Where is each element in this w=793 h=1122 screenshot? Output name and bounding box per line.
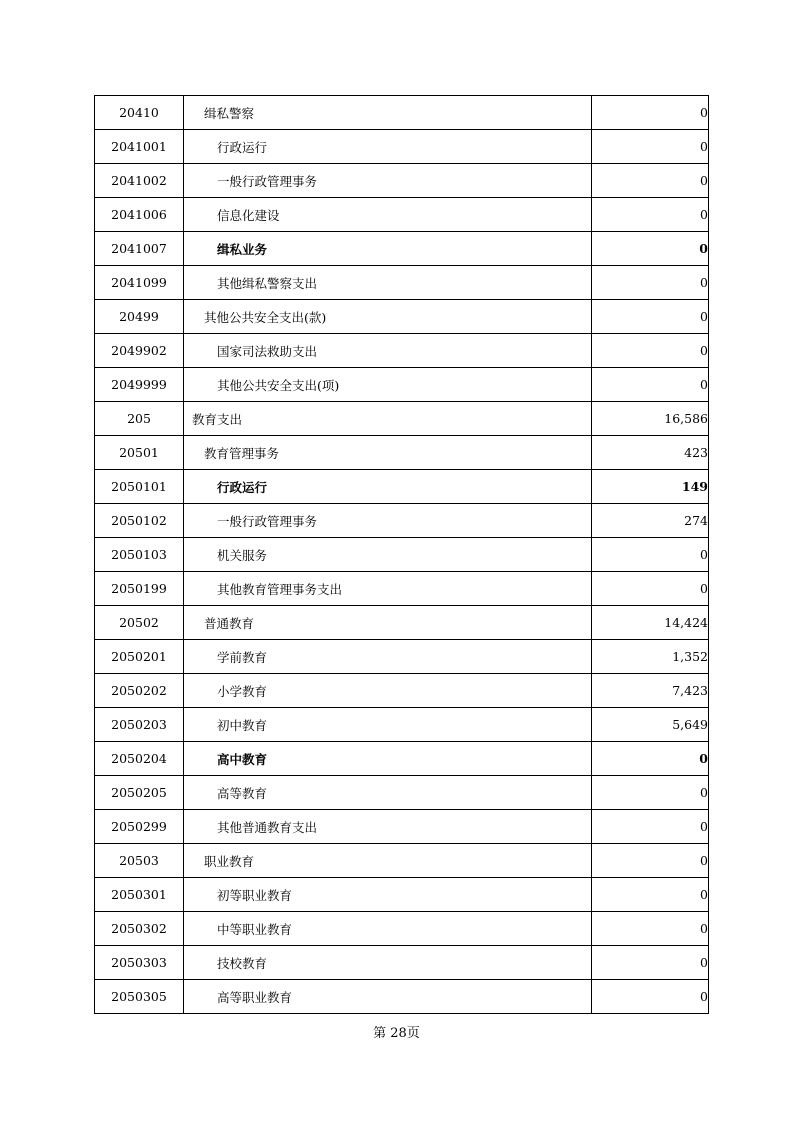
table-row [95,232,709,266]
subject-name-cell: 高等职业教育 [184,980,592,1014]
subject-name-cell: 机关服务 [184,538,592,572]
amount-cell: 149 [592,470,709,504]
amount-cell: 0 [592,844,709,878]
table-row [95,334,709,368]
table-row [95,708,709,742]
subject-code-cell: 2050202 [95,674,184,708]
table-row [95,368,709,402]
amount-cell: 0 [592,742,709,776]
table-row [95,980,709,1014]
subject-code-cell: 2041006 [95,198,184,232]
amount-cell: 274 [592,504,709,538]
amount-cell: 0 [592,266,709,300]
subject-code-cell: 2050102 [95,504,184,538]
budget-table [94,95,709,1014]
amount-cell: 0 [592,96,709,130]
subject-code-cell: 2041099 [95,266,184,300]
subject-code-cell: 2050303 [95,946,184,980]
table-row [95,198,709,232]
amount-cell: 0 [592,946,709,980]
subject-name-cell: 一般行政管理事务 [184,164,592,198]
subject-name-cell: 普通教育 [184,606,592,640]
table-row [95,844,709,878]
table-row [95,640,709,674]
subject-name-cell: 其他教育管理事务支出 [184,572,592,606]
subject-code-cell: 205 [95,402,184,436]
table-row [95,810,709,844]
table-row [95,504,709,538]
amount-cell: 0 [592,878,709,912]
subject-code-cell: 2050199 [95,572,184,606]
amount-cell: 0 [592,232,709,266]
budget-table-container [94,95,708,1014]
subject-code-cell: 20502 [95,606,184,640]
subject-code-cell: 2050103 [95,538,184,572]
table-row [95,402,709,436]
amount-cell: 1,352 [592,640,709,674]
table-row [95,776,709,810]
amount-cell: 0 [592,776,709,810]
amount-cell: 0 [592,130,709,164]
table-row [95,164,709,198]
amount-cell: 16,586 [592,402,709,436]
subject-code-cell: 2041007 [95,232,184,266]
subject-name-cell: 教育支出 [184,402,592,436]
table-row [95,912,709,946]
amount-cell: 0 [592,334,709,368]
subject-name-cell: 行政运行 [184,470,592,504]
table-row [95,96,709,130]
subject-name-cell: 一般行政管理事务 [184,504,592,538]
table-row [95,470,709,504]
table-row [95,538,709,572]
subject-code-cell: 2050302 [95,912,184,946]
subject-code-cell: 2041001 [95,130,184,164]
table-row [95,130,709,164]
subject-code-cell: 2050101 [95,470,184,504]
amount-cell: 0 [592,198,709,232]
table-row [95,572,709,606]
subject-name-cell: 初等职业教育 [184,878,592,912]
subject-code-cell: 2049999 [95,368,184,402]
subject-code-cell: 2050205 [95,776,184,810]
subject-name-cell: 初中教育 [184,708,592,742]
subject-name-cell: 其他公共安全支出(款) [184,300,592,334]
subject-code-cell: 20410 [95,96,184,130]
table-row [95,436,709,470]
amount-cell: 7,423 [592,674,709,708]
table-row [95,946,709,980]
subject-code-cell: 2050203 [95,708,184,742]
table-row [95,878,709,912]
subject-code-cell: 2050201 [95,640,184,674]
subject-name-cell: 职业教育 [184,844,592,878]
subject-name-cell: 高等教育 [184,776,592,810]
subject-name-cell: 其他缉私警察支出 [184,266,592,300]
budget-table-body [95,96,709,1014]
amount-cell: 0 [592,980,709,1014]
subject-name-cell: 中等职业教育 [184,912,592,946]
subject-code-cell: 2050299 [95,810,184,844]
amount-cell: 14,424 [592,606,709,640]
subject-name-cell: 信息化建设 [184,198,592,232]
table-row [95,674,709,708]
amount-cell: 0 [592,810,709,844]
subject-name-cell: 教育管理事务 [184,436,592,470]
subject-name-cell: 行政运行 [184,130,592,164]
subject-code-cell: 2050301 [95,878,184,912]
subject-code-cell: 2041002 [95,164,184,198]
table-row [95,606,709,640]
subject-name-cell: 缉私警察 [184,96,592,130]
amount-cell: 0 [592,368,709,402]
subject-name-cell: 高中教育 [184,742,592,776]
subject-code-cell: 2050204 [95,742,184,776]
amount-cell: 0 [592,300,709,334]
table-row [95,742,709,776]
subject-name-cell: 学前教育 [184,640,592,674]
amount-cell: 0 [592,912,709,946]
subject-name-cell: 其他普通教育支出 [184,810,592,844]
amount-cell: 5,649 [592,708,709,742]
subject-name-cell: 缉私业务 [184,232,592,266]
page-number: 第 28页 [373,1026,420,1041]
amount-cell: 423 [592,436,709,470]
subject-code-cell: 20503 [95,844,184,878]
subject-code-cell: 2050305 [95,980,184,1014]
subject-name-cell: 技校教育 [184,946,592,980]
subject-name-cell: 国家司法救助支出 [184,334,592,368]
subject-name-cell: 小学教育 [184,674,592,708]
amount-cell: 0 [592,164,709,198]
amount-cell: 0 [592,572,709,606]
subject-code-cell: 2049902 [95,334,184,368]
table-row [95,266,709,300]
amount-cell: 0 [592,538,709,572]
table-row [95,300,709,334]
subject-name-cell: 其他公共安全支出(项) [184,368,592,402]
subject-code-cell: 20499 [95,300,184,334]
subject-code-cell: 20501 [95,436,184,470]
